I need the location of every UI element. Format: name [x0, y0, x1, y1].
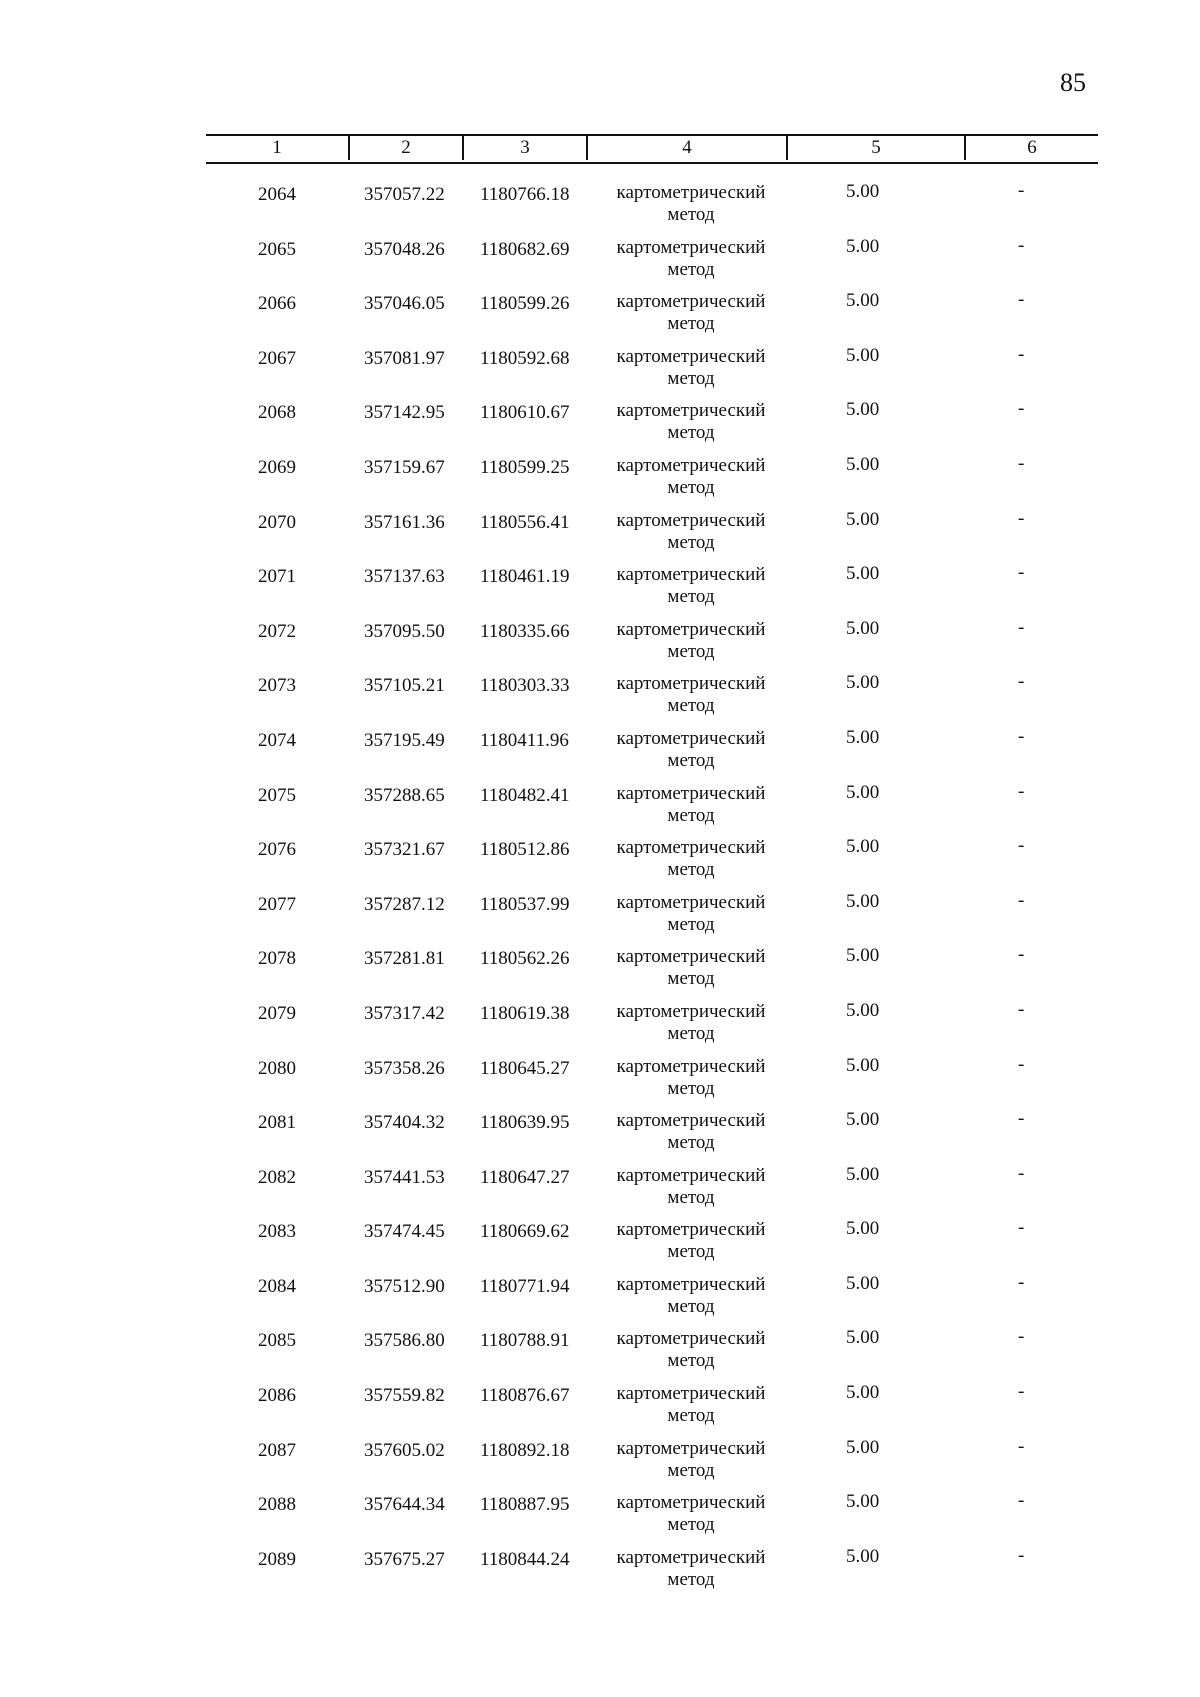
coordinate-y: 1180647.27: [480, 1166, 570, 1188]
coordinate-y: 1180771.94: [480, 1275, 570, 1297]
table-row: [206, 546, 1098, 608]
method-cell: [596, 1547, 786, 1591]
note-value: -: [1018, 452, 1025, 474]
point-number: 2064: [258, 184, 296, 205]
method-line-1: картометрический: [616, 1110, 766, 1132]
note-value: -: [1018, 1326, 1025, 1348]
coordinate-y: 1180512.86: [480, 839, 570, 861]
point-number: 2066: [258, 293, 296, 315]
accuracy-value: 5.00: [846, 1491, 880, 1513]
coordinate-y: 1180645.27: [480, 1057, 570, 1079]
header-col-4: 4: [682, 137, 692, 158]
accuracy-value: 5.00: [846, 1109, 880, 1131]
table-row: [206, 382, 1098, 444]
note-value: -: [1018, 835, 1025, 857]
method-line-1: картометрический: [616, 564, 766, 586]
point-number: 2074: [258, 729, 296, 751]
coordinate-y: 1180887.95: [480, 1494, 570, 1516]
coordinate-x: 357404.32: [364, 1112, 445, 1134]
note-value: -: [1018, 780, 1025, 802]
method-line-2: метод: [667, 1405, 715, 1427]
table-row: [206, 328, 1098, 389]
note-value: -: [1018, 889, 1025, 911]
accuracy-value: 5.00: [846, 1436, 880, 1458]
method-line-1: картометрический: [616, 782, 766, 804]
method-line-1: картометрический: [616, 837, 766, 859]
table-row: [206, 273, 1098, 335]
method-line-1: картометрический: [616, 345, 766, 367]
method-line-1: картометрический: [616, 891, 766, 913]
method-line-2: метод: [667, 367, 715, 389]
table-row: [206, 219, 1098, 280]
accuracy-value: 5.00: [846, 235, 880, 257]
note-value: -: [1018, 1053, 1025, 1075]
accuracy-value: 5.00: [846, 781, 880, 803]
coordinate-y: 1180556.41: [480, 511, 570, 533]
method-line-2: метод: [667, 1350, 715, 1372]
note-value: -: [1018, 1108, 1025, 1130]
coordinate-x: 357358.26: [364, 1057, 445, 1079]
point-number: 2073: [258, 675, 296, 697]
method-line-1: картометрический: [616, 673, 766, 695]
note-value: -: [1018, 1271, 1025, 1293]
note-value: -: [1018, 1217, 1025, 1239]
point-number: 2071: [258, 566, 296, 588]
table-row: [206, 601, 1098, 662]
accuracy-value: 5.00: [846, 945, 880, 967]
table-row: [206, 1092, 1098, 1154]
method-line-2: метод: [667, 640, 715, 662]
header-col-1: 1: [272, 137, 282, 158]
method-line-2: метод: [667, 804, 715, 826]
method-line-1: картометрический: [616, 1437, 766, 1459]
accuracy-value: 5.00: [846, 1545, 880, 1567]
coordinate-x: 357105.21: [364, 675, 445, 697]
coordinate-y: 1180619.38: [480, 1002, 570, 1024]
point-number: 2072: [258, 620, 296, 642]
coordinate-x: 357142.95: [364, 402, 445, 424]
coordinates-table: [206, 134, 1098, 1590]
method-line-1: картометрический: [616, 509, 766, 531]
point-number: 2081: [258, 1112, 296, 1134]
method-line-2: метод: [667, 586, 715, 608]
method-line-2: метод: [667, 204, 715, 225]
table-row: [206, 1529, 1098, 1590]
point-number: 2084: [258, 1275, 296, 1297]
page-number: 85: [1060, 68, 1086, 97]
method-line-1: картометрический: [616, 291, 766, 313]
coordinate-x: 357441.53: [364, 1166, 445, 1188]
method-line-2: метод: [667, 1132, 715, 1154]
table-row: [206, 1201, 1098, 1263]
method-line-1: картометрический: [616, 1492, 766, 1514]
coordinate-x: 357287.12: [364, 893, 445, 915]
accuracy-value: 5.00: [846, 563, 880, 585]
note-value: -: [1018, 1435, 1025, 1457]
method-line-1: картометрический: [616, 618, 766, 640]
point-number: 2078: [258, 948, 296, 970]
note-value: -: [1018, 944, 1025, 966]
table-row: [206, 1147, 1098, 1208]
accuracy-value: 5.00: [846, 672, 880, 694]
accuracy-value: 5.00: [846, 836, 880, 858]
coordinate-y: 1180599.25: [480, 456, 570, 478]
method-line-1: картометрический: [616, 1000, 766, 1022]
coordinate-y: 1180892.18: [480, 1439, 570, 1461]
method-line-1: картометрический: [616, 400, 766, 422]
method-line-2: метод: [667, 859, 715, 881]
method-line-2: метод: [667, 749, 715, 771]
method-line-2: метод: [667, 1077, 715, 1099]
point-number: 2068: [258, 402, 296, 424]
coordinate-x: 357048.26: [364, 238, 445, 260]
method-line-2: метод: [667, 1295, 715, 1317]
note-value: -: [1018, 562, 1025, 584]
table-row: [206, 819, 1098, 881]
accuracy-value: 5.00: [846, 290, 880, 312]
coordinate-y: 1180592.68: [480, 347, 570, 369]
coordinate-x: 357321.67: [364, 839, 445, 861]
note-value: -: [1018, 234, 1025, 256]
coordinate-y: 1180537.99: [480, 893, 570, 915]
point-number: 2079: [258, 1002, 296, 1024]
point-number: 2089: [258, 1548, 296, 1570]
point-number: 2082: [258, 1166, 296, 1188]
coordinate-y: 1180610.67: [480, 402, 570, 424]
coordinate-y: 1180788.91: [480, 1330, 570, 1352]
note-value: -: [1018, 1381, 1025, 1403]
coordinate-x: 357288.65: [364, 784, 445, 806]
method-line-2: метод: [667, 1568, 715, 1590]
table-header: [206, 134, 1098, 164]
coordinate-x: 357081.97: [364, 347, 445, 369]
coordinate-x: 357159.67: [364, 456, 445, 478]
method-line-2: метод: [667, 1241, 715, 1263]
point-number: 2067: [258, 347, 296, 369]
note-value: -: [1018, 616, 1025, 638]
accuracy-value: 5.00: [846, 1327, 880, 1349]
accuracy-value: 5.00: [846, 890, 880, 912]
method-line-2: метод: [667, 313, 715, 335]
accuracy-value: 5.00: [846, 1382, 880, 1404]
coordinate-y: 1180669.62: [480, 1221, 570, 1243]
point-number: 2087: [258, 1439, 296, 1461]
coordinate-x: 357675.27: [364, 1548, 445, 1570]
coordinate-y: 1180876.67: [480, 1385, 570, 1407]
note-value: -: [1018, 1544, 1025, 1566]
note-value: -: [1018, 671, 1025, 693]
table-row: [206, 874, 1098, 935]
method-line-2: метод: [667, 913, 715, 935]
table-row: [206, 1038, 1098, 1099]
coordinate-x: 357057.22: [364, 184, 445, 205]
coordinate-x: 357095.50: [364, 620, 445, 642]
accuracy-value: 5.00: [846, 999, 880, 1021]
accuracy-value: 5.00: [846, 453, 880, 475]
method-line-1: картометрический: [616, 182, 766, 203]
coordinate-y: 1180411.96: [480, 729, 569, 751]
point-number: 2080: [258, 1057, 296, 1079]
coordinate-y: 1180303.33: [480, 675, 570, 697]
coordinate-x: 357161.36: [364, 511, 445, 533]
coordinate-y: 1180639.95: [480, 1112, 570, 1134]
accuracy-value: 5.00: [846, 508, 880, 530]
coordinate-x: 357195.49: [364, 729, 445, 751]
point-number: 2085: [258, 1330, 296, 1352]
method-line-1: картометрический: [616, 1546, 766, 1568]
point-number: 2076: [258, 839, 296, 861]
accuracy-value: 5.00: [846, 399, 880, 421]
coordinate-x: 357605.02: [364, 1439, 445, 1461]
method-line-1: картометрический: [616, 454, 766, 476]
table-row: [206, 1474, 1098, 1536]
point-number: 2086: [258, 1385, 296, 1407]
accuracy-value: 5.00: [846, 617, 880, 639]
note-value: -: [1018, 998, 1025, 1020]
accuracy-value: 5.00: [846, 726, 880, 748]
method-line-2: метод: [667, 531, 715, 553]
table-row: [206, 492, 1098, 553]
method-line-1: картометрический: [616, 1383, 766, 1405]
header-col-5: 5: [871, 137, 881, 158]
table-row: [206, 1310, 1098, 1372]
point-number: 2088: [258, 1494, 296, 1516]
accuracy-value: 5.00: [846, 344, 880, 366]
table-row: [206, 765, 1098, 826]
method-line-2: метод: [667, 1514, 715, 1536]
note-value: -: [1018, 507, 1025, 529]
point-number: 2069: [258, 456, 296, 478]
method-line-1: картометрический: [616, 946, 766, 968]
coordinate-x: 357317.42: [364, 1002, 445, 1024]
coordinate-y: 1180562.26: [480, 948, 570, 970]
coordinate-x: 357281.81: [364, 948, 445, 970]
coordinate-x: 357512.90: [364, 1275, 445, 1297]
method-line-1: картометрический: [616, 1055, 766, 1077]
table-row: [206, 164, 1098, 225]
coordinate-y: 1180599.26: [480, 293, 570, 315]
coordinate-y: 1180482.41: [480, 784, 570, 806]
table-row: [206, 1420, 1098, 1481]
accuracy-value: 5.00: [846, 181, 880, 202]
header-col-2: 2: [401, 137, 411, 158]
header-col-6: 6: [1027, 137, 1037, 158]
table-body: [206, 164, 1098, 1590]
method-line-2: метод: [667, 258, 715, 280]
header-col-3: 3: [520, 137, 530, 158]
accuracy-value: 5.00: [846, 1054, 880, 1076]
method-line-1: картометрический: [616, 236, 766, 258]
table-row: [206, 928, 1098, 990]
note-value: -: [1018, 289, 1025, 311]
coordinate-y: 1180682.69: [480, 238, 570, 260]
method-line-1: картометрический: [616, 727, 766, 749]
method-line-2: метод: [667, 695, 715, 717]
table-row: [206, 983, 1098, 1044]
coordinate-x: 357046.05: [364, 293, 445, 315]
method-line-1: картометрический: [616, 1219, 766, 1241]
coordinate-x: 357137.63: [364, 566, 445, 588]
note-value: -: [1018, 343, 1025, 365]
method-line-1: картометрический: [616, 1328, 766, 1350]
method-line-1: картометрический: [616, 1164, 766, 1186]
point-number: 2083: [258, 1221, 296, 1243]
note-value: -: [1018, 1490, 1025, 1512]
note-value: -: [1018, 1162, 1025, 1184]
coordinate-x: 357644.34: [364, 1494, 445, 1516]
method-line-2: метод: [667, 476, 715, 498]
table-row: [206, 437, 1098, 498]
method-line-2: метод: [667, 1022, 715, 1044]
coordinate-x: 357586.80: [364, 1330, 445, 1352]
point-number: 2077: [258, 893, 296, 915]
coordinate-y: 1180766.18: [480, 184, 570, 205]
method-line-2: метод: [667, 422, 715, 444]
method-line-2: метод: [667, 968, 715, 990]
coordinate-x: 357559.82: [364, 1385, 445, 1407]
method-line-1: картометрический: [616, 1273, 766, 1295]
point-number: 2070: [258, 511, 296, 533]
method-line-2: метод: [667, 1459, 715, 1481]
note-value: -: [1018, 180, 1025, 201]
table-row: [206, 710, 1098, 771]
coordinate-x: 357474.45: [364, 1221, 445, 1243]
table-row: [206, 1365, 1098, 1427]
note-value: -: [1018, 398, 1025, 420]
point-number: 2065: [258, 238, 296, 260]
point-number: 2075: [258, 784, 296, 806]
note-value: -: [1018, 725, 1025, 747]
accuracy-value: 5.00: [846, 1272, 880, 1294]
coordinate-y: 1180844.24: [480, 1548, 570, 1570]
method-line-2: метод: [667, 1186, 715, 1208]
accuracy-value: 5.00: [846, 1218, 880, 1240]
table-row: [206, 655, 1098, 717]
coordinate-y: 1180461.19: [480, 566, 570, 588]
accuracy-value: 5.00: [846, 1163, 880, 1185]
table-row: [206, 1256, 1098, 1317]
coordinate-y: 1180335.66: [480, 620, 570, 642]
